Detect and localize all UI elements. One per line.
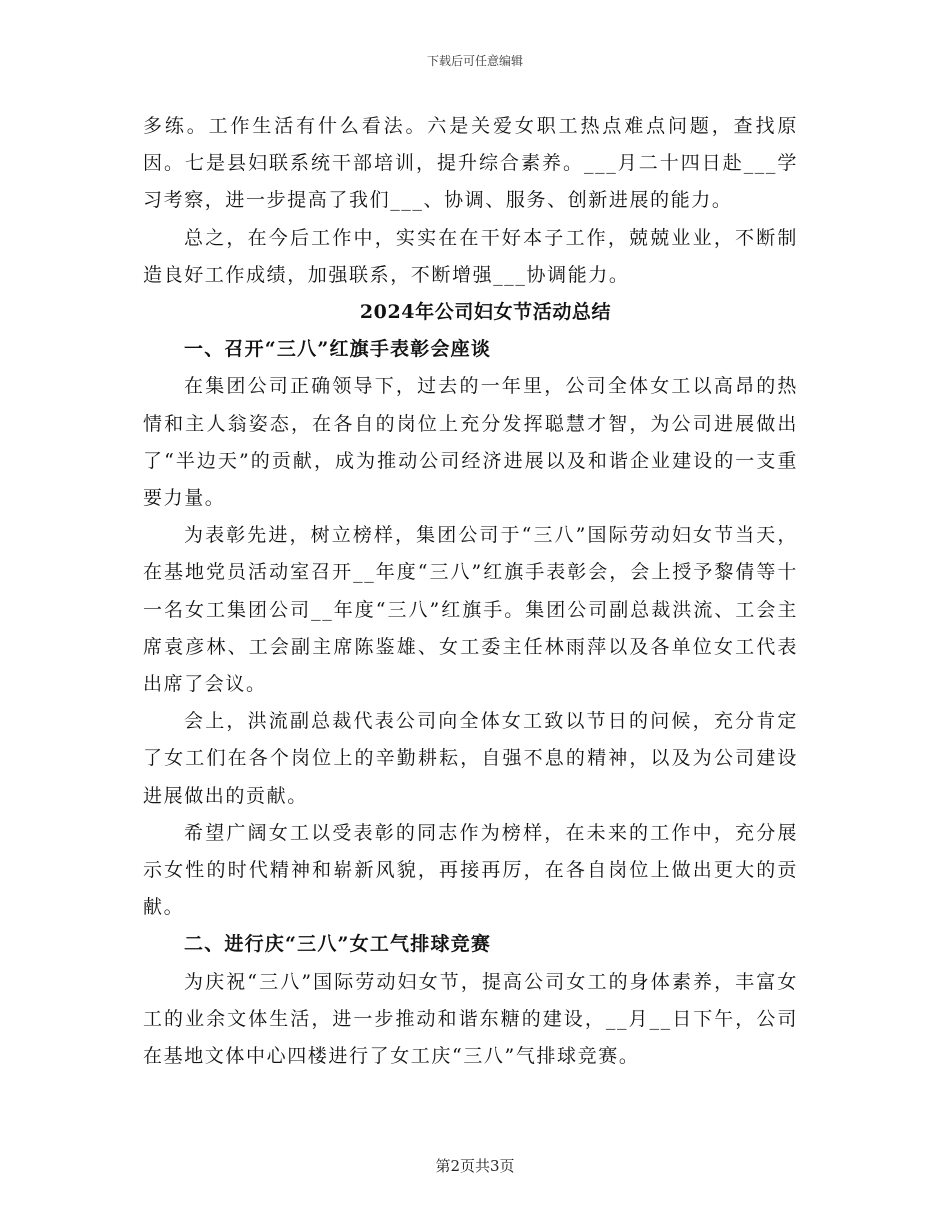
paragraph-section1-speech: 会上，洪流副总裁代表公司向全体女工致以节日的问候，充分肯定了女工们在各个岗位上的辛勤耕耘，自强不息的精神，以及为公司建设进展做出的贡献。 [143, 710, 798, 807]
document-title: 2024年公司妇女节活动总结 [359, 301, 612, 324]
paragraph-section1-intro: 在集团公司正确领导下，过去的一年里，公司全体女工以高昂的热情和主人翁姿态，在各自的岗位上充分发挥聪慧才智，为公司进展做出了“半边天”的贡献，成为推动公司经济进展以及和谐企业建设的一支重要力量。 [143, 375, 798, 510]
paragraph-section1-award: 为表彰先进，树立榜样，集团公司于“三八”国际劳动妇女节当天，在基地党员活动室召开__年度“三八”红旗手表彰会，会上授予黎倩等十一名女工集团公司__年度“三八”红旗手。集团公司副总裁洪流、工会主席袁彦林、工会副主席陈鉴雄、女工委主任林雨萍以及各单位女工代表出席了会议。 [143, 524, 798, 696]
paragraph-section2-intro: 为庆祝“三八”国际劳动妇女节，提高公司女工的身体素养，丰富女工的业余文体生活，进一步推动和谐东糖的建设，__月__日下午，公司在基地文体中心四楼进行了女工庆“三八”气排球竞赛。 [143, 970, 798, 1068]
page-header: 下载后可任意编辑 [426, 54, 523, 68]
paragraph-continuation: 多练。工作生活有什么看法。六是关爱女职工热点难点问题，查找原因。七是县妇联系统干部培训，提升综合素养。___月二十四日赴___学习考察，进一步提高了我们___、协调、服务、创新进展的能力。 [143, 115, 798, 212]
paragraph-section1-hope: 希望广阔女工以受表彰的同志作为榜样，在未来的工作中，充分展示女性的时代精神和崭新风貌，再接再厉，在各自岗位上做出更大的贡献。 [143, 821, 798, 919]
paragraph-conclusion: 总之，在今后工作中，实实在在干好本子工作，兢兢业业，不断制造良好工作成绩，加强联系，不断增强___协调能力。 [143, 226, 798, 286]
section-heading-1: 一、召开“三八”红旗手表彰会座谈 [184, 338, 492, 361]
section-heading-2: 二、进行庆“三八”女工气排球竞赛 [184, 933, 492, 956]
document-body [143, 108, 798, 1075]
page-number: 第2页共3页 [435, 1157, 515, 1175]
